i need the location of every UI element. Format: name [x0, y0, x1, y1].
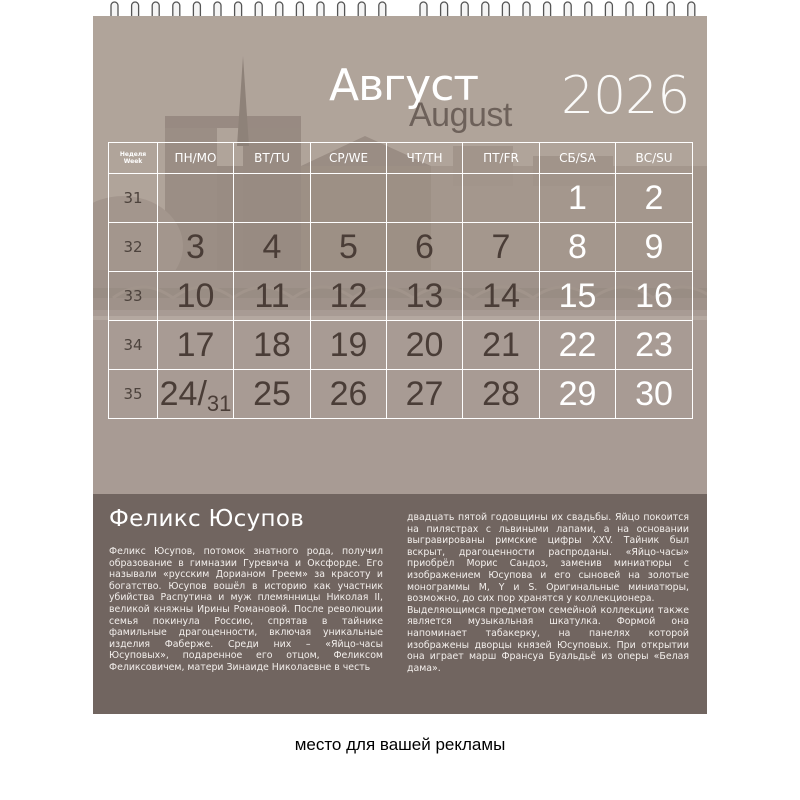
week-number: 35: [109, 370, 158, 419]
day-cell: 9: [616, 223, 693, 272]
day-cell: 25: [234, 370, 311, 419]
split-day-bottom: 31: [206, 390, 232, 416]
article-column-right: [407, 512, 689, 674]
day-cell: 18: [234, 321, 311, 370]
day-cell: 27: [387, 370, 463, 419]
day-cell: 6: [387, 223, 463, 272]
weekday-header-row: [109, 143, 693, 174]
weekday-wed: СР/WE: [311, 143, 387, 174]
week-header-ru: Неделя: [119, 151, 147, 158]
day-cell: 12: [311, 272, 387, 321]
month-title-ru: Август: [329, 60, 479, 111]
day-cell: 22: [540, 321, 616, 370]
week-number: 34: [109, 321, 158, 370]
day-cell: 17: [158, 321, 234, 370]
week-row: [109, 174, 693, 223]
day-cell: 3: [158, 223, 234, 272]
day-cell: 2: [616, 174, 693, 223]
day-cell: 29: [540, 370, 616, 419]
day-cell: 28: [463, 370, 540, 419]
day-cell: [158, 370, 234, 419]
calendar-grid: [108, 142, 693, 419]
weekday-thu: ЧТ/TH: [387, 143, 463, 174]
article-column-left: [109, 546, 383, 674]
day-cell: 15: [540, 272, 616, 321]
day-cell: 5: [311, 223, 387, 272]
day-cell: 21: [463, 321, 540, 370]
weekday-sun: ВС/SU: [616, 143, 693, 174]
day-cell: 7: [463, 223, 540, 272]
week-number: 32: [109, 223, 158, 272]
split-day-top: 24: [159, 374, 198, 413]
day-cell: 1: [540, 174, 616, 223]
article-text-right-2: Выделяющимся предметом семейной коллекции также является музыкальная шкатулка. Формой она напоминает табакерку, на панелях которой изображены дворцы князей Юсуповых. При открытии она играет марш Франсуа Буальдьё из оперы «Белая дама».: [407, 604, 689, 674]
week-row: [109, 321, 693, 370]
day-cell: 30: [616, 370, 693, 419]
week-number: 31: [109, 174, 158, 223]
calendar-page: [93, 16, 707, 800]
day-cell: 10: [158, 272, 234, 321]
notre-dame-photo: [93, 16, 707, 494]
article-panel: [93, 494, 707, 714]
day-cell: 14: [463, 272, 540, 321]
empty-day-cell: [234, 174, 311, 223]
weekday-tue: ВТ/TU: [234, 143, 311, 174]
article-text-right-1: двадцать пятой годовщины их свадьбы. Яйцо покоится на пилястрах с львиными лапами, а на основании выгравированы римские цифры XXV. Тайник был вскрыт, драгоценности распроданы. «Яйцо-часы» приобрёл Морис Сандоз, заменив миниатюры с изображением Юсупова и его сыновей на золотые монограммы M, Y и S. Оригинальные миниатюры, возможно, до сих пор хранятся у коллекционера.: [407, 512, 689, 605]
day-cell: 20: [387, 321, 463, 370]
advertising-space-label: место для вашей рекламы: [294, 735, 506, 754]
empty-day-cell: [463, 174, 540, 223]
article-text-left: Феликс Юсупов, потомок знатного рода, получил образование в гимназии Гуревича и Оксфорде. Его называли «русским Дорианом Греем» за красоту и богатство. Юсупов вошёл в историю как участник убийства Распутина и муж племянницы Николая II, великой княжны Ирины Романовой. После революции семья покинула Россию, спрятав в тайнике фамильные драгоценности, включая уникальные изделия Фаберже. Среди них – «Яйцо-часы Юсуповых», подаренное его отцом, Феликсом Феликсовичем, матери Зинаиде Николаевне в честь: [109, 546, 383, 673]
empty-day-cell: [387, 174, 463, 223]
week-number: 33: [109, 272, 158, 321]
week-row: [109, 370, 693, 419]
week-row: [109, 272, 693, 321]
article-title: Феликс Юсупов: [109, 506, 305, 532]
empty-day-cell: [158, 174, 234, 223]
day-cell: 19: [311, 321, 387, 370]
week-row: [109, 223, 693, 272]
empty-day-cell: [311, 174, 387, 223]
day-cell: 23: [616, 321, 693, 370]
day-cell: 26: [311, 370, 387, 419]
day-cell: 13: [387, 272, 463, 321]
year-label: 2026: [561, 66, 690, 126]
day-cell: 11: [234, 272, 311, 321]
week-header-en: Week: [123, 158, 143, 165]
day-cell: 8: [540, 223, 616, 272]
weekday-sat: СБ/SA: [540, 143, 616, 174]
day-cell: 16: [616, 272, 693, 321]
week-column-header: [109, 143, 158, 174]
weekday-fri: ПТ/FR: [463, 143, 540, 174]
weekday-mon: ПН/MO: [158, 143, 234, 174]
month-title-en: August: [409, 96, 512, 134]
day-cell: 4: [234, 223, 311, 272]
split-day-slash: /: [197, 374, 207, 413]
